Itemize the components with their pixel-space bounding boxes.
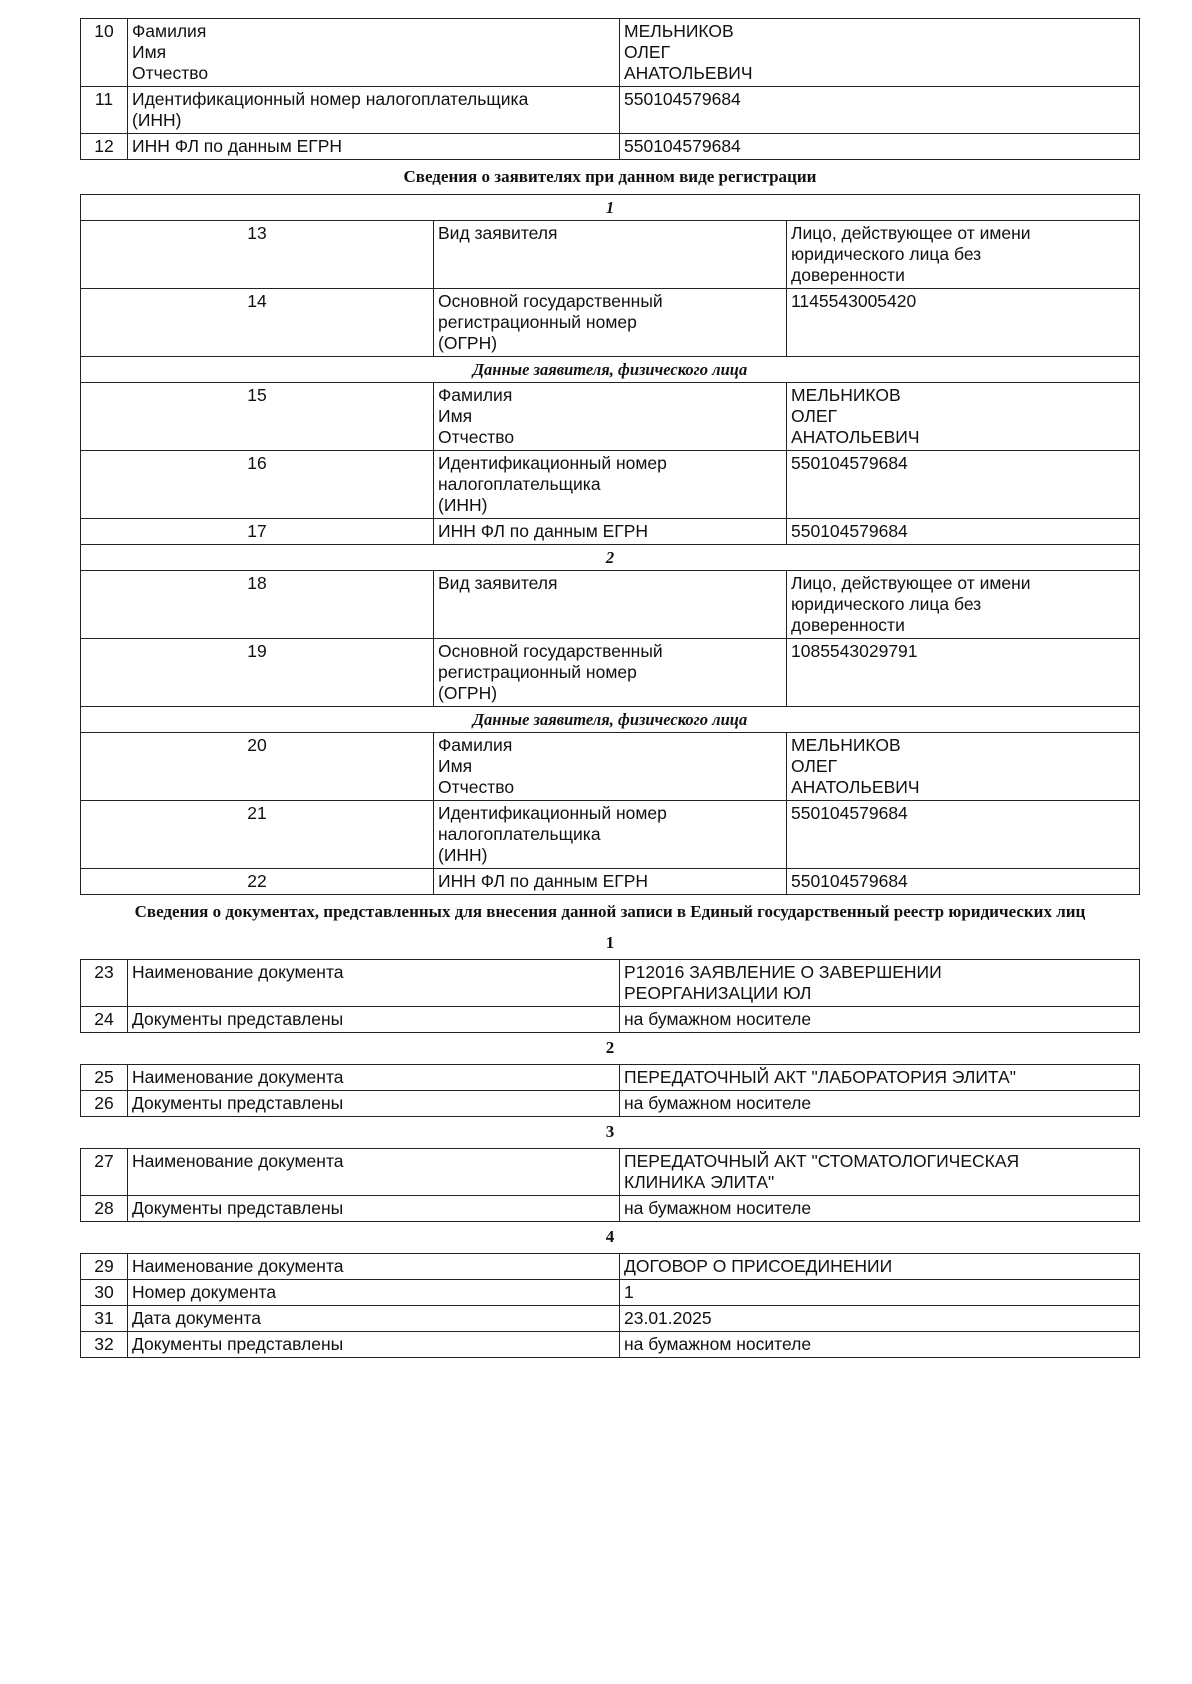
table-row [81,383,1140,451]
section-title-applicants: Сведения о заявителях при данном виде регистрации [403,167,817,186]
table-row [81,869,1140,895]
row-label: Идентификационный номер налогоплательщика (ИНН) [434,451,787,519]
row-value: 550104579684 [620,87,1140,134]
applicants-table [80,194,1140,895]
row-number: 17 [81,519,434,545]
row-number: 11 [81,87,128,134]
row-number: 15 [81,383,434,451]
row-number: 12 [81,134,128,160]
table-row [81,1196,1140,1222]
row-label: ИНН ФЛ по данным ЕГРН [128,134,620,160]
row-label: Документы представлены [128,1332,620,1358]
row-number: 16 [81,451,434,519]
document-index: 1 [605,933,615,952]
row-label: Идентификационный номер налогоплательщика (ИНН) [128,87,620,134]
applicant-subheading [81,707,1140,733]
table-row [81,87,1140,134]
table-row [81,1149,1140,1196]
row-label: Основной государственный регистрационный номер (ОГРН) [434,289,787,357]
applicant-group-header [81,195,1140,221]
document-page [80,18,1140,1358]
row-number: 28 [81,1196,128,1222]
section-title-documents: Сведения о документах, представленных для внесения данной записи в Единый государственный реестр юридических лиц [134,902,1086,921]
row-label: Документы представлены [128,1007,620,1033]
row-label: Вид заявителя [434,221,787,289]
row-number: 30 [81,1280,128,1306]
table-row [81,1254,1140,1280]
table-row [81,19,1140,87]
table-row [81,801,1140,869]
person-table-top [80,18,1140,160]
row-value: на бумажном носителе [620,1091,1140,1117]
row-label: Фамилия Имя Отчество [434,383,787,451]
table-row [81,1007,1140,1033]
table-row [81,289,1140,357]
table-row [81,571,1140,639]
row-number: 10 [81,19,128,87]
row-value: 1085543029791 [787,639,1140,707]
person-data-heading: Данные заявителя, физического лица [81,357,1140,383]
row-value: МЕЛЬНИКОВ ОЛЕГ АНАТОЛЬЕВИЧ [787,383,1140,451]
row-value: 550104579684 [620,134,1140,160]
table-row [81,519,1140,545]
row-number: 21 [81,801,434,869]
row-number: 18 [81,571,434,639]
document-index: 3 [605,1122,615,1141]
row-number: 22 [81,869,434,895]
row-label: Идентификационный номер налогоплательщика (ИНН) [434,801,787,869]
row-label: ИНН ФЛ по данным ЕГРН [434,869,787,895]
table-row [81,1332,1140,1358]
row-label: ИНН ФЛ по данным ЕГРН [434,519,787,545]
row-value: 550104579684 [787,519,1140,545]
table-row [81,733,1140,801]
row-number: 13 [81,221,434,289]
row-value: ПЕРЕДАТОЧНЫЙ АКТ "ЛАБОРАТОРИЯ ЭЛИТА" [620,1065,1140,1091]
person-data-heading: Данные заявителя, физического лица [81,707,1140,733]
row-label: Наименование документа [128,1065,620,1091]
row-label: Вид заявителя [434,571,787,639]
row-value: 550104579684 [787,869,1140,895]
row-value: МЕЛЬНИКОВ ОЛЕГ АНАТОЛЬЕВИЧ [620,19,1140,87]
table-row [81,960,1140,1007]
row-number: 14 [81,289,434,357]
document-table [80,1148,1140,1222]
row-number: 20 [81,733,434,801]
table-row [81,1280,1140,1306]
applicant-group-header [81,545,1140,571]
table-row [81,1065,1140,1091]
row-value: ПЕРЕДАТОЧНЫЙ АКТ "СТОМАТОЛОГИЧЕСКАЯ КЛИНИКА ЭЛИТА" [620,1149,1140,1196]
row-value: ДОГОВОР О ПРИСОЕДИНЕНИИ [620,1254,1140,1280]
row-value: МЕЛЬНИКОВ ОЛЕГ АНАТОЛЬЕВИЧ [787,733,1140,801]
table-row [81,1306,1140,1332]
table-row [81,451,1140,519]
document-index: 2 [605,1038,615,1057]
row-number: 23 [81,960,128,1007]
document-index: 4 [605,1227,615,1246]
row-label: Наименование документа [128,960,620,1007]
table-row [81,134,1140,160]
row-label: Документы представлены [128,1091,620,1117]
applicant-index: 1 [81,195,1140,221]
row-number: 24 [81,1007,128,1033]
row-value: на бумажном носителе [620,1332,1140,1358]
row-label: Фамилия Имя Отчество [128,19,620,87]
row-value: Р12016 ЗАЯВЛЕНИЕ О ЗАВЕРШЕНИИ РЕОРГАНИЗАЦИИ ЮЛ [620,960,1140,1007]
row-number: 26 [81,1091,128,1117]
document-table [80,959,1140,1033]
row-number: 29 [81,1254,128,1280]
row-number: 27 [81,1149,128,1196]
applicant-subheading [81,357,1140,383]
document-table [80,1064,1140,1117]
row-value: на бумажном носителе [620,1007,1140,1033]
table-row [81,639,1140,707]
row-value: 550104579684 [787,801,1140,869]
row-number: 19 [81,639,434,707]
row-label: Основной государственный регистрационный номер (ОГРН) [434,639,787,707]
row-value: 550104579684 [787,451,1140,519]
row-value: 1 [620,1280,1140,1306]
row-number: 25 [81,1065,128,1091]
row-label: Номер документа [128,1280,620,1306]
row-value: 1145543005420 [787,289,1140,357]
row-label: Дата документа [128,1306,620,1332]
table-row [81,1091,1140,1117]
row-value: 23.01.2025 [620,1306,1140,1332]
row-value: на бумажном носителе [620,1196,1140,1222]
table-row [81,221,1140,289]
row-label: Документы представлены [128,1196,620,1222]
row-value: Лицо, действующее от имени юридического лица без доверенности [787,221,1140,289]
applicant-index: 2 [81,545,1140,571]
row-number: 32 [81,1332,128,1358]
row-number: 31 [81,1306,128,1332]
document-table [80,1253,1140,1358]
row-label: Наименование документа [128,1254,620,1280]
row-label: Наименование документа [128,1149,620,1196]
row-label: Фамилия Имя Отчество [434,733,787,801]
row-value: Лицо, действующее от имени юридического лица без доверенности [787,571,1140,639]
